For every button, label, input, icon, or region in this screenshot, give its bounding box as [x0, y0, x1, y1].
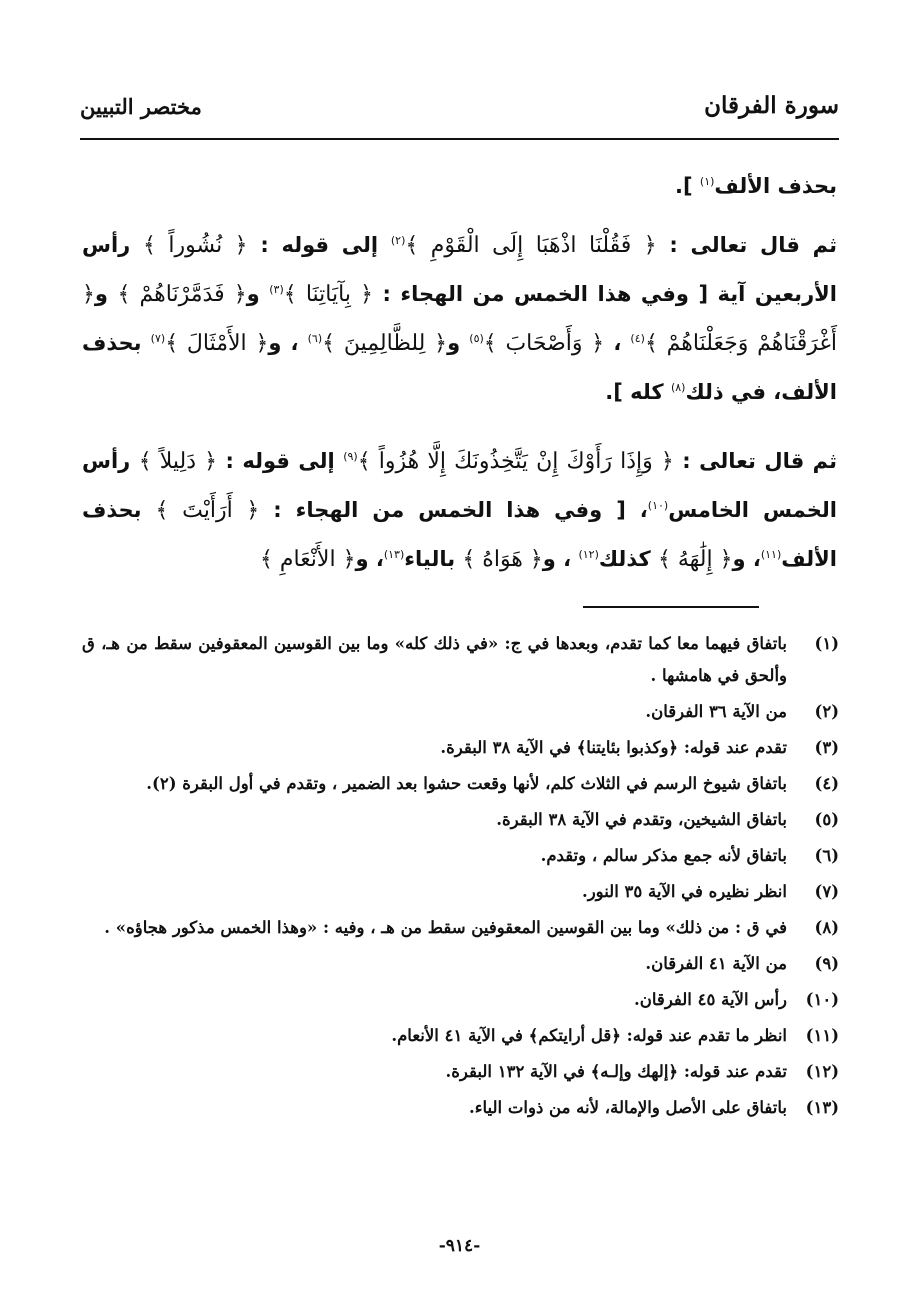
- p2-text-10: كله ].: [605, 380, 671, 404]
- p2-text-8: ، و: [268, 331, 308, 355]
- p3-text-10: ، و: [355, 547, 384, 571]
- p3-text-4: ، [ وفي هذا الخمس من الهجاء :: [259, 498, 648, 522]
- paragraph-3: [82, 437, 837, 584]
- footnote-item: [82, 696, 839, 728]
- quran-phrase: ﴿ هَوَاهُ ﴾: [462, 547, 543, 572]
- footnote-item: [82, 1020, 839, 1052]
- footnote-number: (١٣): [805, 1098, 839, 1117]
- footnote-text: في ق : من ذلك» وما بين القوسين المعقوفين سقط من هـ ، وفيه : «وهذا الخمس مذكور هجاؤه» .: [104, 918, 787, 937]
- footnote-item: [82, 984, 839, 1016]
- p3-text-7: كذلك: [598, 547, 658, 571]
- p3-text-9: بالياء: [404, 547, 463, 571]
- footnote-text: باتفاق الشيخين، وتقدم في الآية ٣٨ البقرة.: [496, 810, 787, 829]
- footnote-divider: [583, 606, 759, 608]
- footnote-number: (١٢): [805, 1062, 839, 1081]
- footnote-ref-3: (٣): [269, 283, 284, 296]
- footnote-text: باتفاق شيوخ الرسم في الثلاث كلم، لأنها وقعت حشوا بعد الضمير ، وتقدم في أول البقرة (٢).: [146, 774, 787, 793]
- quran-phrase: ﴿ وَإِذَا رَأَوْكَ إِنْ يَتَّخِذُونَكَ إِلَّا هُزُواً ﴾: [357, 449, 674, 474]
- paragraph-1: [82, 162, 837, 211]
- p1-text: بحذف الألف: [714, 174, 837, 198]
- footnote-number: (٢): [814, 702, 839, 721]
- footnote-ref-5: (٥): [469, 332, 484, 345]
- footnote-text: باتفاق لأنه جمع مذكر سالم ، وتقدم.: [540, 846, 787, 865]
- footnote-item: [82, 768, 839, 800]
- page-number: -٩١٤-: [438, 1236, 481, 1256]
- footnote-number: (٨): [814, 918, 839, 937]
- footnote-text: باتفاق فيهما معا كما تقدم، وبعدها في ج: «في ذلك كله» وما بين القوسين المعقوفين سقط من هـ، ق وألحق في هامشها .: [82, 634, 787, 685]
- footnote-item: [82, 840, 839, 872]
- footnote-ref-12: (١٢): [578, 548, 599, 561]
- quran-phrase: ﴿ فَدَمَّرْنَاهُمْ ﴾: [117, 282, 247, 307]
- p2-text-2: إلى قوله :: [247, 233, 391, 257]
- quran-phrase: ﴿ أَرَأَيْتَ ﴾: [155, 498, 260, 523]
- footnote-item: [82, 876, 839, 908]
- p3-text-8: ، و: [542, 547, 579, 571]
- p1-end: ].: [675, 174, 700, 198]
- footnote-item: [82, 804, 839, 836]
- quran-phrase: ﴿ أَغْرَقْنَاهُمْ وَجَعَلْنَاهُمْ ﴾: [82, 282, 837, 356]
- footnote-text: انظر ما تقدم عند قوله: ﴿قل أرايتكم﴾ في الآية ٤١ الأنعام.: [391, 1026, 787, 1045]
- footnote-ref-13: (١٣): [383, 548, 405, 561]
- quran-phrase: ﴿ دَلِيلاً ﴾: [138, 449, 218, 474]
- footnote-text: رأس الآية ٤٥ الفرقان.: [634, 990, 787, 1009]
- footnote-text: باتفاق على الأصل والإمالة، لأنه من ذوات الياء.: [469, 1098, 787, 1117]
- footnote-ref-1: (١): [699, 175, 715, 188]
- quran-phrase: ﴿ فَقُلْنَا اذْهَبَا إِلَى الْقَوْمِ ﴾: [405, 233, 657, 258]
- footnote-item: [82, 912, 839, 944]
- footnote-number: (١٠): [805, 990, 839, 1009]
- footnote-text: من الآية ٣٦ الفرقان.: [645, 702, 787, 721]
- footnote-text: من الآية ٤١ الفرقان.: [645, 954, 787, 973]
- p2-text-3: رأس الأربعين آية [ وفي هذا الخمس من الهجاء :: [82, 233, 837, 306]
- p2-text-4: و: [246, 282, 270, 306]
- footnote-ref-7: (٧): [150, 332, 166, 345]
- p3-text-6: ، و: [732, 547, 761, 571]
- book-title: مختصر التبيين: [80, 94, 202, 119]
- quran-phrase: ﴿ إِلَٰهَهُ ﴾: [657, 547, 733, 572]
- footnote-number: (١): [814, 634, 839, 653]
- footnote-number: (٦): [814, 846, 839, 865]
- footnote-item: [82, 1056, 839, 1088]
- footnote-number: (١١): [805, 1026, 839, 1045]
- footnote-number: (٩): [814, 954, 839, 973]
- footnote-ref-6: (٦): [307, 332, 323, 345]
- main-text: [82, 162, 837, 604]
- footnote-ref-10: (١٠): [647, 499, 669, 512]
- footnote-item: [82, 628, 839, 692]
- footnote-item: [82, 732, 839, 764]
- footnote-text: تقدم عند قوله: ﴿وكذبوا بئايتنا﴾ في الآية ٣٨ البقرة.: [440, 738, 787, 757]
- footnote-ref-11: (١١): [760, 548, 782, 561]
- quran-phrase: ﴿ بِآيَاتِنَا ﴾: [283, 282, 374, 307]
- footnote-item: [82, 948, 839, 980]
- p2-text-6: ،: [604, 331, 631, 355]
- p3-text-1: ثم قال تعالى :: [673, 449, 838, 473]
- footnote-item: [82, 1092, 839, 1124]
- quran-phrase: ﴿ نُشُوراً ﴾: [143, 233, 248, 258]
- p3-text-5: بحذف الألف: [82, 498, 837, 571]
- surah-title: سورة الفرقان: [704, 92, 839, 119]
- footnote-ref-8: (٨): [670, 381, 686, 394]
- p2-text-5: و: [94, 282, 118, 306]
- p2-text-9: بحذف الألف، في ذلك: [82, 331, 837, 404]
- p2-text-7: و: [447, 331, 470, 355]
- footnote-text: انظر نظيره في الآية ٣٥ النور.: [581, 882, 787, 901]
- footnote-number: (٧): [814, 882, 839, 901]
- quran-phrase: ﴿ الأَمْثَالَ ﴾: [165, 331, 269, 356]
- footnote-number: (٤): [814, 774, 839, 793]
- footnote-number: (٣): [814, 738, 839, 757]
- p3-text-3: رأس الخمس الخامس: [82, 449, 837, 522]
- footnote-number: (٥): [814, 810, 839, 829]
- footnote-ref-2: (٢): [390, 234, 406, 247]
- p2-text-1: ثم قال تعالى :: [656, 233, 838, 257]
- p3-text-2: إلى قوله :: [217, 449, 344, 473]
- quran-phrase: ﴿ الأَنْعَامِ ﴾: [259, 547, 356, 572]
- footnote-text: تقدم عند قوله: ﴿إلهك وإلـه﴾ في الآية ١٣٢ البقرة.: [445, 1062, 787, 1081]
- footnote-ref-4: (٤): [630, 332, 645, 345]
- header-divider: [80, 138, 839, 140]
- footnotes: [82, 628, 839, 1128]
- running-header: [80, 92, 839, 132]
- paragraph-2: [82, 221, 837, 417]
- footnote-ref-9: (٩): [343, 450, 358, 463]
- quran-phrase: ﴿ لِلظَّالِمِينَ ﴾: [322, 331, 448, 356]
- quran-phrase: ﴿ وَأَصْحَابَ ﴾: [483, 331, 605, 356]
